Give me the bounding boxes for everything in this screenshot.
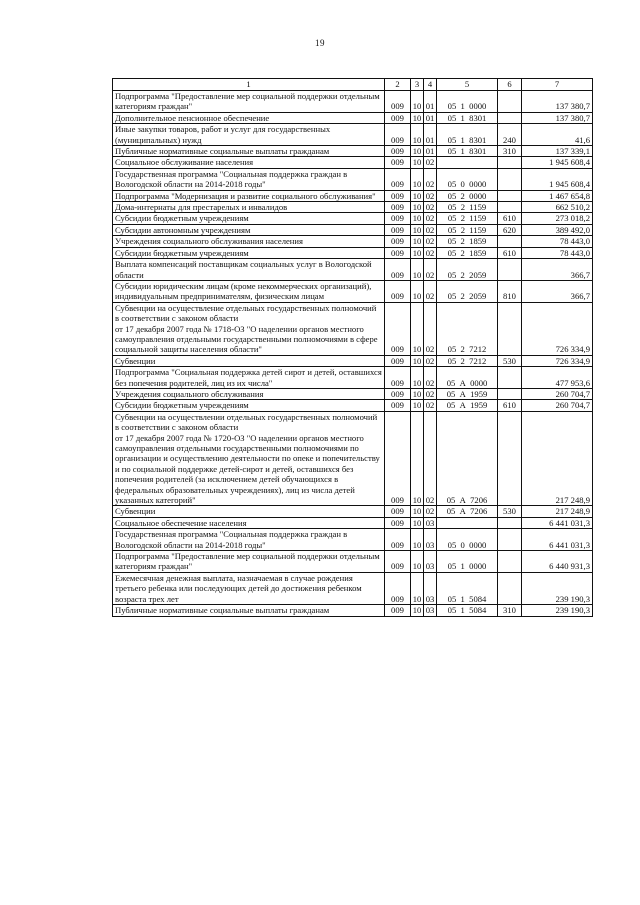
row-code-c2: 009 xyxy=(385,224,411,235)
header-cell: 6 xyxy=(498,79,522,91)
row-code-c3: 10 xyxy=(411,529,424,551)
row-code-c2: 009 xyxy=(385,168,411,190)
row-code-c4: 02 xyxy=(424,411,437,506)
row-amount: 6 440 931,3 xyxy=(522,551,593,573)
row-code-c2: 009 xyxy=(385,355,411,366)
row-code-c2: 009 xyxy=(385,572,411,604)
row-code-c6: 610 xyxy=(498,213,522,224)
row-name: Субвенции xyxy=(113,355,385,366)
row-code-c5: 05 1 5084 xyxy=(437,572,498,604)
row-code-c5: 05 А 0000 xyxy=(437,367,498,389)
row-name: Подпрограмма "Предоставление мер социальной поддержки отдельным категориям граждан" xyxy=(113,91,385,113)
row-code-c3: 10 xyxy=(411,247,424,258)
table-row xyxy=(113,236,593,247)
row-name: Субвенции xyxy=(113,506,385,517)
header-cell: 5 xyxy=(437,79,498,91)
table-row xyxy=(113,400,593,411)
row-amount: 1 945 608,4 xyxy=(522,157,593,168)
row-name: Субсидии бюджетным учреждениям xyxy=(113,400,385,411)
row-code-c3: 10 xyxy=(411,411,424,506)
row-name: Подпрограмма "Модернизация и развитие социального обслуживания" xyxy=(113,190,385,201)
row-code-c5: 05 1 0000 xyxy=(437,91,498,113)
row-name: Иные закупки товаров, работ и услуг для государственных (муниципальных) нужд xyxy=(113,124,385,146)
row-code-c2: 009 xyxy=(385,124,411,146)
row-amount: 662 510,2 xyxy=(522,202,593,213)
table-row xyxy=(113,157,593,168)
row-amount: 239 190,3 xyxy=(522,572,593,604)
row-code-c5: 05 0 0000 xyxy=(437,529,498,551)
row-code-c6: 310 xyxy=(498,146,522,157)
row-code-c6: 610 xyxy=(498,247,522,258)
row-amount: 6 441 031,3 xyxy=(522,517,593,528)
table-row xyxy=(113,605,593,616)
row-code-c3: 10 xyxy=(411,213,424,224)
row-amount: 78 443,0 xyxy=(522,247,593,258)
row-code-c4: 02 xyxy=(424,224,437,235)
table-row xyxy=(113,146,593,157)
row-amount: 6 441 031,3 xyxy=(522,529,593,551)
table-row xyxy=(113,506,593,517)
row-amount: 389 492,0 xyxy=(522,224,593,235)
row-code-c4: 03 xyxy=(424,605,437,616)
row-code-c4: 02 xyxy=(424,236,437,247)
row-name: Учреждения социального обслуживания xyxy=(113,388,385,399)
row-code-c6 xyxy=(498,112,522,123)
row-code-c5 xyxy=(437,157,498,168)
table-row xyxy=(113,302,593,355)
budget-table xyxy=(112,78,593,617)
row-code-c2: 009 xyxy=(385,157,411,168)
row-code-c5: 05 1 8301 xyxy=(437,112,498,123)
row-code-c3: 10 xyxy=(411,280,424,302)
row-code-c5: 05 2 7212 xyxy=(437,355,498,366)
table-row xyxy=(113,367,593,389)
row-code-c5: 05 1 8301 xyxy=(437,124,498,146)
row-code-c2: 009 xyxy=(385,146,411,157)
row-code-c3: 10 xyxy=(411,517,424,528)
row-code-c4: 02 xyxy=(424,190,437,201)
row-code-c2: 009 xyxy=(385,247,411,258)
row-amount: 137 380,7 xyxy=(522,112,593,123)
row-code-c6 xyxy=(498,157,522,168)
row-code-c4: 03 xyxy=(424,517,437,528)
row-code-c6 xyxy=(498,190,522,201)
header-row xyxy=(113,79,593,91)
row-name: Социальное обеспечение населения xyxy=(113,517,385,528)
row-code-c3: 10 xyxy=(411,157,424,168)
row-code-c2: 009 xyxy=(385,506,411,517)
row-code-c2: 009 xyxy=(385,112,411,123)
row-code-c5: 05 2 2059 xyxy=(437,280,498,302)
row-code-c4: 02 xyxy=(424,259,437,281)
page-number: 19 xyxy=(315,38,325,48)
row-code-c5: 05 2 1859 xyxy=(437,236,498,247)
row-code-c5: 05 А 7206 xyxy=(437,506,498,517)
row-code-c4: 02 xyxy=(424,168,437,190)
row-amount: 726 334,9 xyxy=(522,355,593,366)
table-row xyxy=(113,259,593,281)
row-code-c6 xyxy=(498,551,522,573)
table-row xyxy=(113,355,593,366)
row-name: Субсидии юридическим лицам (кроме некоммерческих организаций), индивидуальным предпринимателям, физическим лицам xyxy=(113,280,385,302)
row-code-c6 xyxy=(498,411,522,506)
row-code-c4: 01 xyxy=(424,91,437,113)
row-code-c4: 03 xyxy=(424,572,437,604)
row-code-c6: 530 xyxy=(498,506,522,517)
table-row xyxy=(113,551,593,573)
row-amount: 726 334,9 xyxy=(522,302,593,355)
row-amount: 1 945 608,4 xyxy=(522,168,593,190)
row-code-c4: 01 xyxy=(424,112,437,123)
row-code-c3: 10 xyxy=(411,202,424,213)
row-code-c6 xyxy=(498,529,522,551)
row-name: Субсидии автономным учреждениям xyxy=(113,224,385,235)
row-amount: 137 339,1 xyxy=(522,146,593,157)
row-code-c4: 02 xyxy=(424,213,437,224)
row-name: Подпрограмма "Предоставление мер социальной поддержки отдельным категориям граждан" xyxy=(113,551,385,573)
row-code-c2: 009 xyxy=(385,367,411,389)
row-name: Государственная программа "Социальная поддержка граждан в Вологодской области на 2014-2018 годы" xyxy=(113,168,385,190)
row-code-c3: 10 xyxy=(411,168,424,190)
row-code-c4: 02 xyxy=(424,367,437,389)
row-code-c4: 02 xyxy=(424,202,437,213)
row-code-c6 xyxy=(498,168,522,190)
table-row xyxy=(113,247,593,258)
row-code-c3: 10 xyxy=(411,91,424,113)
table-row xyxy=(113,202,593,213)
row-name: Дополнительное пенсионное обеспечение xyxy=(113,112,385,123)
row-code-c5: 05 0 0000 xyxy=(437,168,498,190)
row-amount: 477 953,6 xyxy=(522,367,593,389)
row-name: Подпрограмма "Социальная поддержка детей сирот и детей, оставшихся без попечения родителей, лиц из их числа" xyxy=(113,367,385,389)
row-name: Субвенции на осуществление отдельных государственных полномочий в соответствии с законом области от 17 декабря 2007 года № 1718-ОЗ "О наделении органов местного самоуправления отдельными государственными полномочиями в сфере социальной защиты населения области" xyxy=(113,302,385,355)
row-amount: 366,7 xyxy=(522,280,593,302)
header-cell: 4 xyxy=(424,79,437,91)
header-cell: 1 xyxy=(113,79,385,91)
row-code-c3: 10 xyxy=(411,506,424,517)
row-code-c4: 02 xyxy=(424,400,437,411)
row-name: Публичные нормативные социальные выплаты гражданам xyxy=(113,605,385,616)
row-code-c6: 530 xyxy=(498,355,522,366)
table-row xyxy=(113,112,593,123)
header-cell: 2 xyxy=(385,79,411,91)
row-code-c3: 10 xyxy=(411,236,424,247)
row-code-c2: 009 xyxy=(385,529,411,551)
table-row xyxy=(113,280,593,302)
row-name: Публичные нормативные социальные выплаты гражданам xyxy=(113,146,385,157)
row-code-c6: 810 xyxy=(498,280,522,302)
row-code-c3: 10 xyxy=(411,124,424,146)
row-code-c2: 009 xyxy=(385,400,411,411)
row-code-c2: 009 xyxy=(385,280,411,302)
table-row xyxy=(113,190,593,201)
row-code-c6: 620 xyxy=(498,224,522,235)
row-code-c2: 009 xyxy=(385,236,411,247)
row-code-c5: 05 2 1859 xyxy=(437,247,498,258)
row-code-c4: 02 xyxy=(424,388,437,399)
row-code-c3: 10 xyxy=(411,302,424,355)
row-code-c3: 10 xyxy=(411,572,424,604)
row-code-c4: 03 xyxy=(424,529,437,551)
row-code-c4: 02 xyxy=(424,280,437,302)
row-code-c5: 05 2 1159 xyxy=(437,213,498,224)
row-code-c4: 02 xyxy=(424,355,437,366)
row-amount: 273 018,2 xyxy=(522,213,593,224)
row-code-c2: 009 xyxy=(385,91,411,113)
table-row xyxy=(113,517,593,528)
row-code-c6 xyxy=(498,202,522,213)
row-amount: 366,7 xyxy=(522,259,593,281)
row-code-c3: 10 xyxy=(411,551,424,573)
row-code-c4: 02 xyxy=(424,157,437,168)
row-code-c6 xyxy=(498,236,522,247)
row-code-c4: 01 xyxy=(424,146,437,157)
row-name: Ежемесячная денежная выплата, назначаемая в случае рождения третьего ребенка или последующих детей до достижения ребенком возраста трех лет xyxy=(113,572,385,604)
table-row xyxy=(113,91,593,113)
row-amount: 217 248,9 xyxy=(522,506,593,517)
row-code-c6 xyxy=(498,259,522,281)
row-code-c5: 05 2 1159 xyxy=(437,224,498,235)
row-code-c2: 009 xyxy=(385,517,411,528)
row-code-c5: 05 2 1159 xyxy=(437,202,498,213)
row-code-c6 xyxy=(498,572,522,604)
row-code-c2: 009 xyxy=(385,213,411,224)
row-code-c3: 10 xyxy=(411,259,424,281)
row-name: Государственная программа "Социальная поддержка граждан в Вологодской области на 2014-2018 годы" xyxy=(113,529,385,551)
row-amount: 78 443,0 xyxy=(522,236,593,247)
row-amount: 260 704,7 xyxy=(522,400,593,411)
row-code-c3: 10 xyxy=(411,224,424,235)
row-amount: 1 467 654,8 xyxy=(522,190,593,201)
row-code-c2: 009 xyxy=(385,302,411,355)
row-code-c2: 009 xyxy=(385,202,411,213)
row-amount: 260 704,7 xyxy=(522,388,593,399)
row-code-c2: 009 xyxy=(385,388,411,399)
row-code-c6 xyxy=(498,517,522,528)
row-code-c5 xyxy=(437,517,498,528)
row-name: Субсидии бюджетным учреждениям xyxy=(113,213,385,224)
row-code-c2: 009 xyxy=(385,551,411,573)
table-row xyxy=(113,224,593,235)
row-code-c2: 009 xyxy=(385,605,411,616)
row-code-c4: 02 xyxy=(424,302,437,355)
row-code-c3: 10 xyxy=(411,355,424,366)
row-code-c5: 05 А 1959 xyxy=(437,388,498,399)
row-code-c3: 10 xyxy=(411,400,424,411)
row-code-c2: 009 xyxy=(385,190,411,201)
row-name: Социальное обслуживание населения xyxy=(113,157,385,168)
row-code-c5: 05 А 7206 xyxy=(437,411,498,506)
row-code-c6: 310 xyxy=(498,605,522,616)
table-row xyxy=(113,529,593,551)
row-code-c6 xyxy=(498,388,522,399)
table-row xyxy=(113,411,593,506)
row-name: Субвенции на осуществлении отдельных государственных полномочий в соответствии с законом области от 17 декабря 2007 года № 1720-ОЗ "О наделении органов местного самоуправления отдельными государственными полномочиями по организации и осуществлению деятельности по опеке и попечительству и по социальной поддержке детей-сирот и детей, оставшихся без попечения родителей (за исключением детей обучающихся в федеральных образовательных учреждениях), лиц из числа детей указанных категорий" xyxy=(113,411,385,506)
row-amount: 137 380,7 xyxy=(522,91,593,113)
row-code-c5: 05 2 0000 xyxy=(437,190,498,201)
row-code-c4: 02 xyxy=(424,506,437,517)
row-code-c5: 05 2 7212 xyxy=(437,302,498,355)
table-row xyxy=(113,213,593,224)
row-name: Выплата компенсаций поставщикам социальных услуг в Вологодской области xyxy=(113,259,385,281)
header-cell: 7 xyxy=(522,79,593,91)
row-code-c3: 10 xyxy=(411,605,424,616)
row-name: Учреждения социального обслуживания населения xyxy=(113,236,385,247)
table-row xyxy=(113,168,593,190)
table-row xyxy=(113,572,593,604)
row-code-c6: 240 xyxy=(498,124,522,146)
row-code-c4: 01 xyxy=(424,124,437,146)
row-amount: 41,6 xyxy=(522,124,593,146)
row-code-c3: 10 xyxy=(411,190,424,201)
row-code-c2: 009 xyxy=(385,259,411,281)
row-code-c6: 610 xyxy=(498,400,522,411)
row-amount: 217 248,9 xyxy=(522,411,593,506)
row-code-c5: 05 1 5084 xyxy=(437,605,498,616)
row-code-c5: 05 1 0000 xyxy=(437,551,498,573)
row-code-c4: 02 xyxy=(424,247,437,258)
row-code-c5: 05 1 8301 xyxy=(437,146,498,157)
row-name: Субсидии бюджетным учреждениям xyxy=(113,247,385,258)
row-code-c6 xyxy=(498,302,522,355)
row-code-c3: 10 xyxy=(411,112,424,123)
row-code-c3: 10 xyxy=(411,388,424,399)
header-cell: 3 xyxy=(411,79,424,91)
row-code-c6 xyxy=(498,367,522,389)
row-code-c2: 009 xyxy=(385,411,411,506)
table-row xyxy=(113,388,593,399)
row-code-c3: 10 xyxy=(411,146,424,157)
row-code-c5: 05 2 2059 xyxy=(437,259,498,281)
row-amount: 239 190,3 xyxy=(522,605,593,616)
row-name: Дома-интернаты для престарелых и инвалидов xyxy=(113,202,385,213)
row-code-c6 xyxy=(498,91,522,113)
row-code-c3: 10 xyxy=(411,367,424,389)
table-row xyxy=(113,124,593,146)
row-code-c4: 03 xyxy=(424,551,437,573)
row-code-c5: 05 А 1959 xyxy=(437,400,498,411)
